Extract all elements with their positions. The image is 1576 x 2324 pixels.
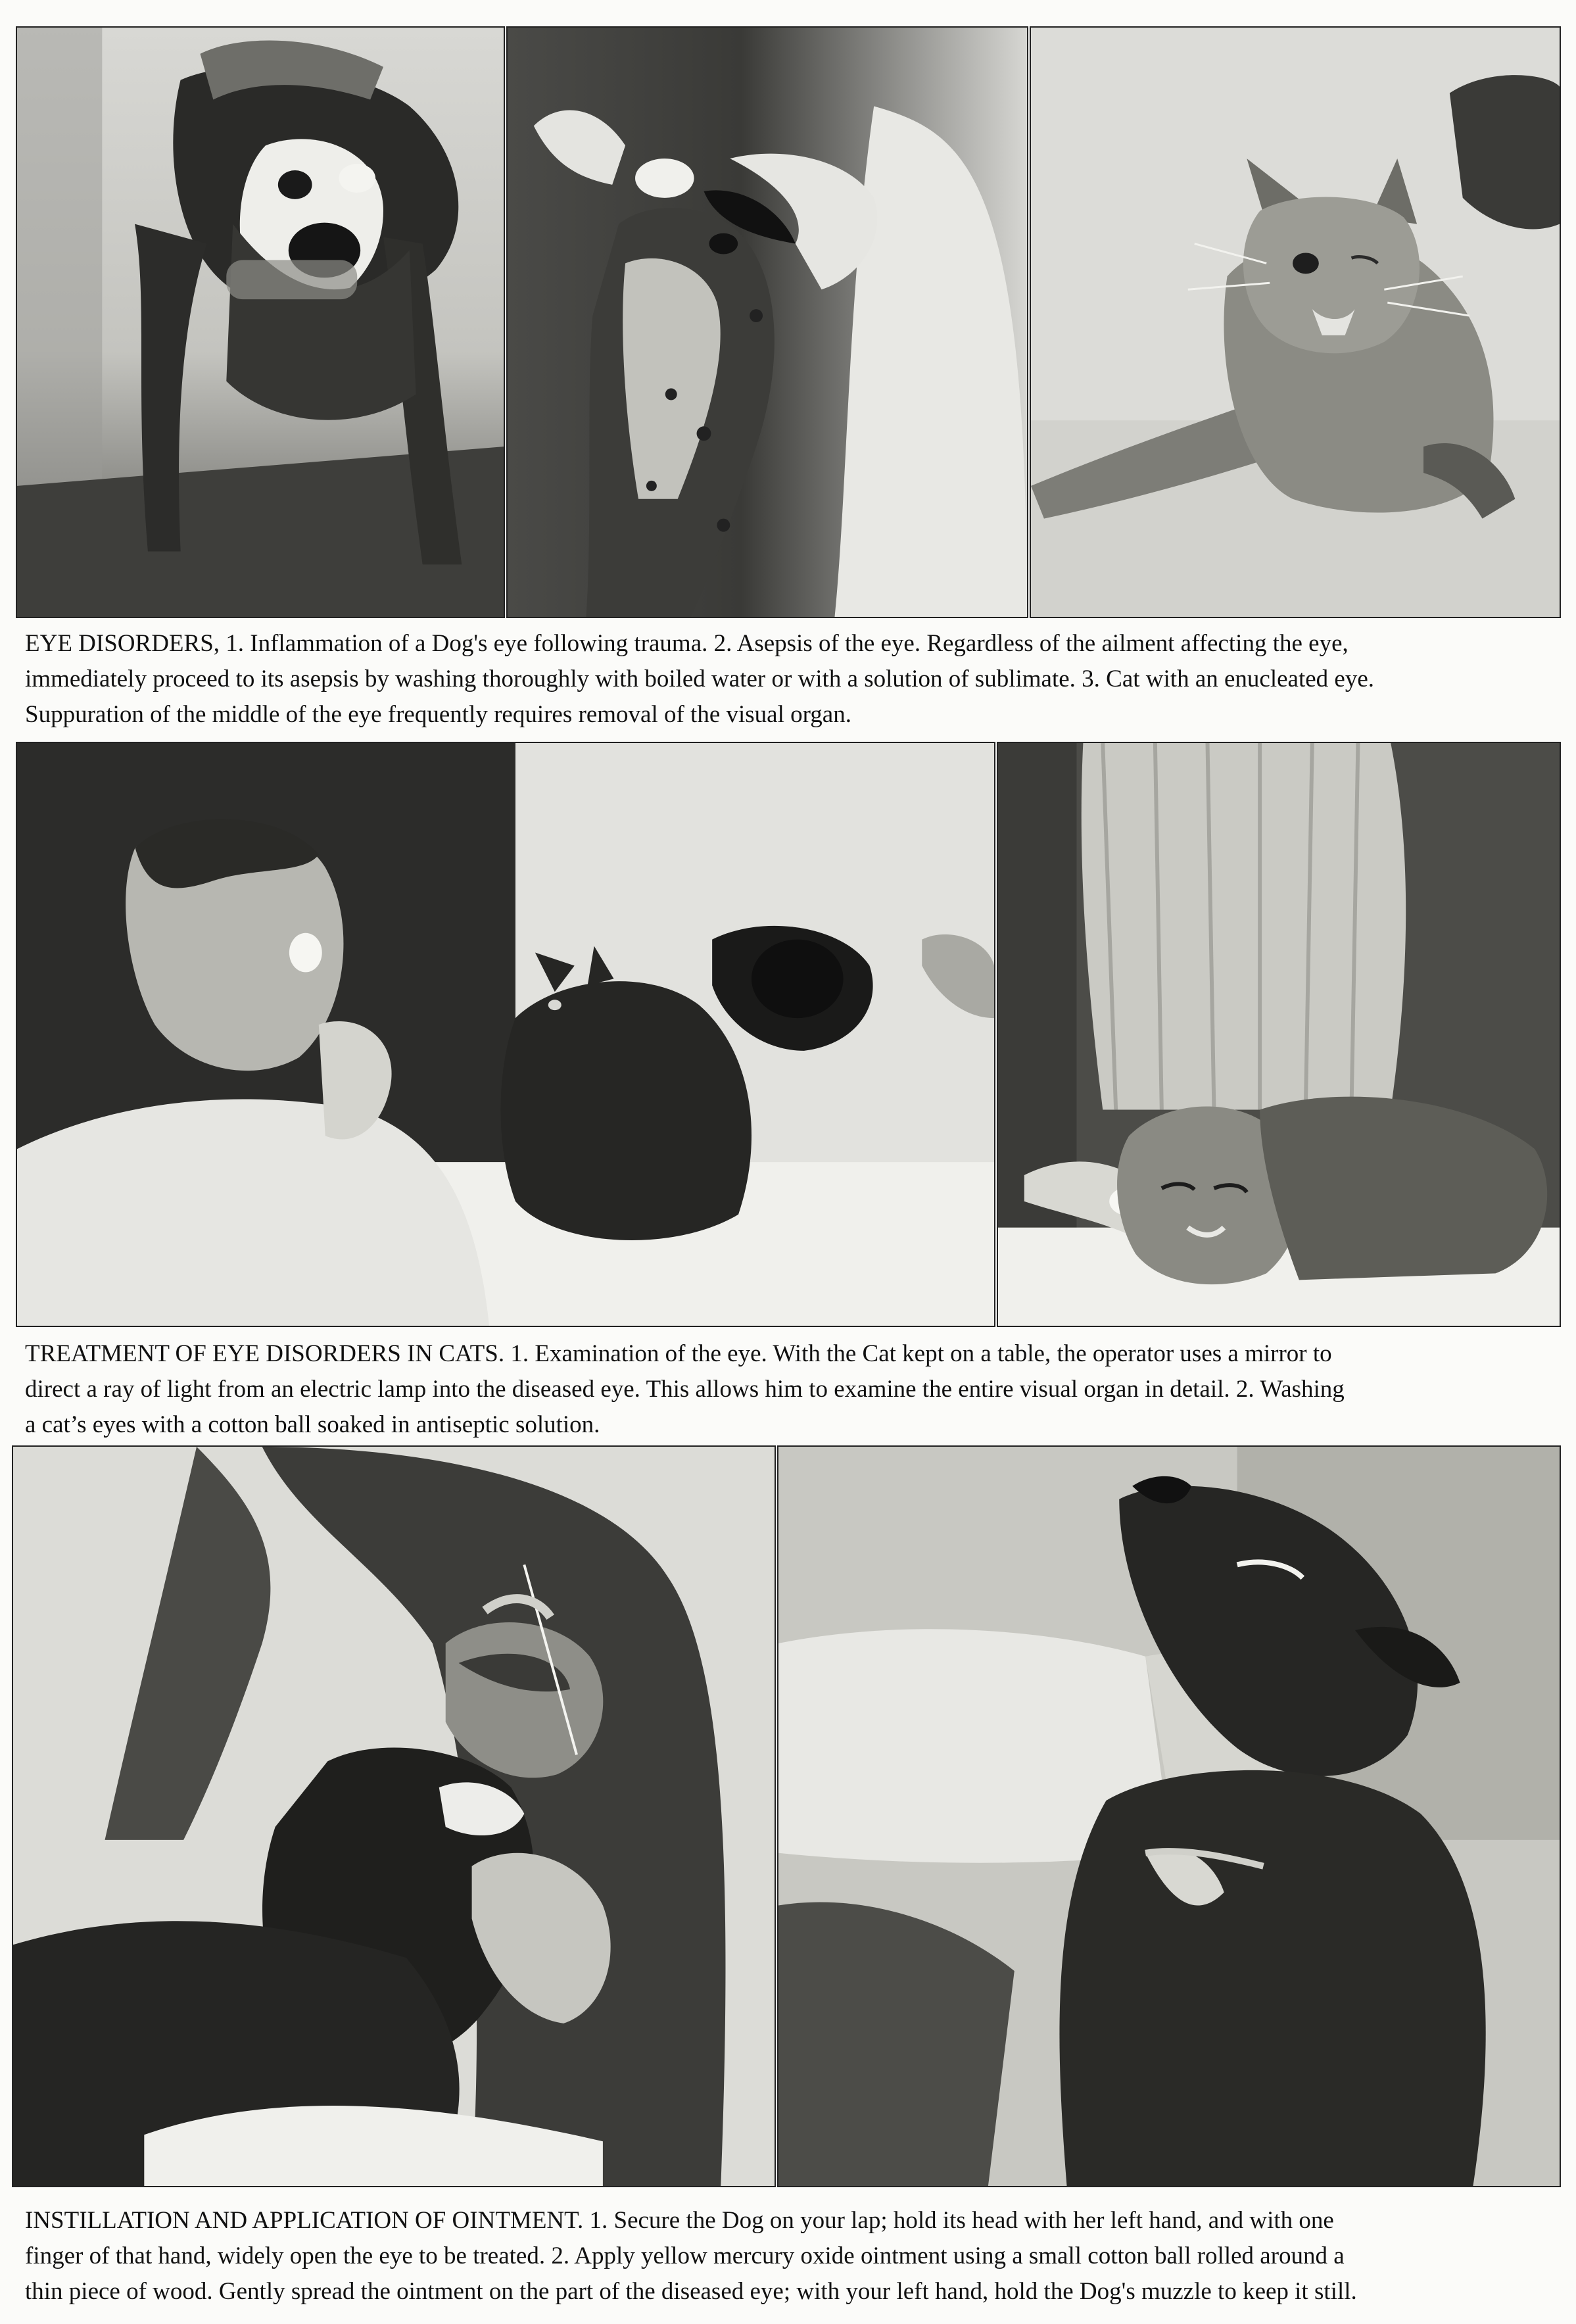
photo-dog-ointment-application [777,1445,1561,2187]
caption-line: finger of that hand, widely open the eye to be treated. 2. Apply yellow mercury oxide ointment using a small cotton ball rolled around a [25,2242,1345,2269]
cat-eye-examination-image [17,743,994,1326]
photo-dog-eye-instillation [12,1445,776,2187]
caption-treatment-cats [25,1336,1550,1443]
cat-eye-washing-image [998,743,1560,1326]
dog-eye-asepsis-image [508,28,1027,617]
caption-line: thin piece of wood. Gently spread the ointment on the part of the diseased eye; with your left hand, hold the Dog's muzzle to keep it still. [25,2278,1357,2305]
caption-line: TREATMENT OF EYE DISORDERS IN CATS. 1. Examination of the eye. With the Cat kept on a table, the operator uses a mirror to [25,1340,1332,1367]
caption-instillation-ointment [25,2203,1550,2310]
caption-line: immediately proceed to its asepsis by washing thoroughly with boiled water or with a solution of sublimate. 3. Cat with an enucleated eye. [25,666,1375,692]
caption-eye-disorders [25,626,1550,733]
caption-line: INSTILLATION AND APPLICATION OF OINTMENT. 1. Secure the Dog on your lap; hold its head with her left hand, and with one [25,2207,1334,2234]
photo-cat-enucleated-eye [1030,26,1561,618]
photo-cat-eye-washing [997,742,1561,1327]
photo-cat-eye-examination [16,742,995,1327]
cat-enucleated-eye-image [1031,28,1560,617]
dog-eye-instillation-image [13,1447,775,2186]
caption-line: Suppuration of the middle of the eye frequently requires removal of the visual organ. [25,701,851,728]
caption-line: a cat’s eyes with a cotton ball soaked in antiseptic solution. [25,1411,600,1438]
photo-dog-eye-asepsis [506,26,1028,618]
dog-inflamed-eye-image [17,28,504,617]
caption-line: EYE DISORDERS, 1. Inflammation of a Dog's eye following trauma. 2. Asepsis of the eye. Regardless of the ailment affecting the eye, [25,630,1349,657]
caption-line: direct a ray of light from an electric lamp into the diseased eye. This allows him to examine the entire visual organ in detail. 2. Washing [25,1376,1345,1403]
dog-ointment-application-image [778,1447,1560,2186]
photo-dog-inflamed-eye [16,26,505,618]
